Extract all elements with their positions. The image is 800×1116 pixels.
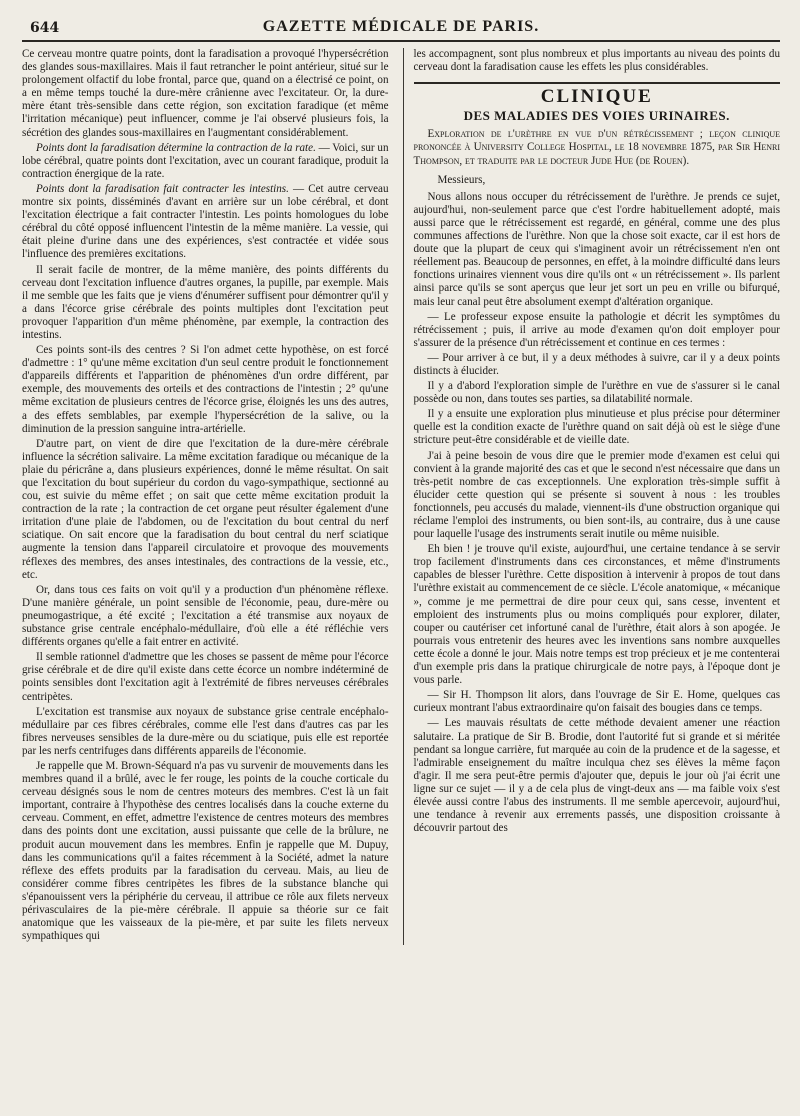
right-paragraph: — Sir H. Thompson lit alors, dans l'ouvrage de Sir E. Home, quelques cas curieux montrant l'abus extraordinaire qu'on faisait des bougies dans ce temps. — [413, 689, 781, 715]
lecture-caption: Exploration de l'urèthre en vue d'un rétrécissement ; leçon clinique prononcée à University College Hospital, le 18 novembre 1875, par Sir Henri Thompson, et traduite par le docteur Jude Hue (de Rouen). — [413, 128, 781, 167]
right-paragraph: — Pour arriver à ce but, il y a deux méthodes à suivre, car il y a deux points distincts à élucider. — [413, 351, 781, 377]
subheading: Points dont la faradisation fait contracter les intestins. — [36, 182, 289, 195]
two-column-body — [22, 48, 780, 945]
left-paragraph: Il serait facile de montrer, de la même manière, des points différents du cerveau dont l'excitation influence d'autres organes, la pupille, par exemple. Mais il me semble que les faits que je viens d'énumérer suffisent pour démontrer qu'il y a dans l'écorce grise cérébrale des points multiples dont l'excitation peut provoquer l'apparition d'un même phénomène, par exemple, la contraction des intestins. — [22, 263, 389, 341]
paragraph-text: — Voici, sur un lobe cérébral, quatre points dont l'excitation, avec un courant faradique, produit la contraction énergique de la rate. — [22, 141, 389, 180]
right-paragraph: Eh bien ! je trouve qu'il existe, aujourd'hui, une certaine tendance à se servir trop facilement d'instruments dans ces circonstances, et même d'instruments capables de blesser l'urèthre. Cette disposition à intervenir à propos de tout dans l'urèthre existait au commencement de ce siècle. L'école anatomique, « mécanique », comme je me permettrai de dire pour ceux qui, sans cesse, inventent et emploient des instruments plus ou moins compliqués pour explorer, dilater, couper ou cautériser cet infortuné canal de l'urèthre, était alors à son apogée. Je pourrais vous entretenir des heures avec les inventions sans nombre auxquelles cette école a donné le jour. Mais notre temps est trop précieux et je me contenterai d'un exemple pris dans la pratique chirurgicale de notre pays, à l'époque dont je vous parle. — [413, 543, 781, 687]
left-paragraph: Ce cerveau montre quatre points, dont la faradisation a provoqué l'hypersécrétion des glandes sous-maxillaires. Mais il faut retrancher le point antérieur, situé sur le prolongement olfactif du lobe frontal, parce que, quand on a électrisé ce point, on a en même temps touché la dure-mère crânienne avec l'excitateur. Or, la dure-mère étant très-sensible dans cette région, son excitation faradique (et même l'irritation mécanique) peut influencer, comme je l'ai observé plusieurs fois, la sécrétion des glandes sous-maxillaires en l'augmentant considérablement. — [22, 48, 389, 139]
left-paragraph: L'excitation est transmise aux noyaux de substance grise centrale encéphalo-médullaire par ces fibres cérébrales, comme elle l'est dans d'autres cas par les fibres nerveuses sensibles de la dure-mère ou du sciatique, puis elle est reportée par les nerfs centrifuges dans différents appareils de l'économie. — [22, 705, 389, 757]
left-paragraph: D'autre part, on vient de dire que l'excitation de la dure-mère cérébrale influence la sécrétion salivaire. La même excitation faradique ou mécanique de la plaie du péricrâne a, dans plusieurs expériences, donné le même résultat. On sait que l'excitation du bout supérieur du cordon du vago-sympathique, sectionné au cou, est suivie du même effet ; on sait que cette même excitation produit la contraction de la rate ; la contraction de cet organe peut résulter également d'une irritation d'une plaie de l'abdomen, ou de l'excitation du bout central du nerf sciatique. On sait encore que la faradisation du bout central du nerf sciatique augmente la tension dans l'appareil circulatoire et provoque des mouvements réflexes des membres, des anses intestinales, des contractions de la vessie, etc., etc. — [22, 437, 389, 581]
right-paragraph: Nous allons nous occuper du rétrécissement de l'urèthre. Je prends ce sujet, aujourd'hui, non-seulement parce que c'est l'ordre habituellement adopté, mais aussi parce que le rétrécissement est regardé, en général, comme une des plus communes affections de l'urèthre. Non que la chose soit exacte, car il est hors de doute que la plupart de ceux qui s'imaginent avoir un rétrécissement n'en ont réellement pas. Beaucoup de personnes, en effet, à la moindre difficulté dans leurs fonctions urinaires viennent vous dire qu'ils ont « un rétrécissement ». Ils parlent ainsi parce qu'ils se sont aperçus que leur jet sort un peu en vrille ou bifurqué, mais leur canal peut être absolument exempt d'altération organique. — [413, 190, 781, 308]
left-paragraph: Il semble rationnel d'admettre que les choses se passent de même pour l'écorce grise cérébrale et de dire qu'il existe dans cette écorce un nombre indéterminé de points sensibles dont l'excitation agit à l'extrémité de fibres nerveuses cérébrales centripètes. — [22, 651, 389, 703]
journal-title: GAZETTE MÉDICALE DE PARIS. — [262, 18, 540, 35]
left-paragraph — [22, 183, 389, 262]
section-subtitle: DES MALADIES DES VOIES URINAIRES. — [463, 108, 730, 124]
right-paragraph: Il y a ensuite une exploration plus minutieuse et plus précise pour déterminer quelle est la condition exacte de l'urèthre quand on sait déjà où est le siège d'une stricture peut-être considérable et de vieille date. — [413, 408, 781, 447]
continuation-paragraph: les accompagnent, sont plus nombreux et plus importants au niveau des points du cerveau dont la faradisation cause les effets les plus considérables. — [413, 48, 781, 74]
paragraph-text: — Cet autre cerveau montre six points, disséminés d'avant en arrière sur un lobe cérébral, et dont l'excitation électrique a fait contracter l'intestin. Les points homologues du lobe cérébral du côté opposé influencent l'intestin de la même manière. La vessie, qui était pleine d'urine dans une des expériences, s'est contractée et vidée sous l'influence des premières excitations. — [22, 182, 389, 261]
left-paragraph: Or, dans tous ces faits on voit qu'il y a production d'un phénomène réflexe. D'une manière générale, un point sensible de l'économie, peau, dure-mère ou pneumogastrique, a été excité ; l'excitation a été transmise aux noyaux de substance grise centrale encéphalo-médullaire, d'où elle a été réfléchie vers différents organes qu'elle a fait entrer en activité. — [22, 583, 389, 649]
left-column — [22, 48, 397, 945]
salutation: Messieurs, — [437, 173, 486, 186]
right-paragraph: — Le professeur expose ensuite la pathologie et décrit les symptômes du rétrécissement ; puis, il arrive au mode d'examen qu'on doit employer pour s'assurer de la présence d'un rétrécissement et continue en ces termes : — [413, 310, 781, 349]
left-paragraph: Je rappelle que M. Brown-Séquard n'a pas vu survenir de mouvements dans les membres quand il a brûlé, avec le fer rouge, les points de la couche corticale du cerveau désignés sous le nom de centres moteurs des membres. C'est là un fait important, contraire à l'hypothèse des centres localisés dans la couche externe du cerveau. Comment, en effet, admettre l'existence de centres moteurs des membres dans des points dont une excitation, aussi puissante que celle de la brûlure, ne produit aucun mouvement dans les membres. Enfin je rappelle que M. Dupuy, dans les communications qu'il a faites récemment à la Société, admet la nature réflexe des effets produits par la faradisation du cerveau. Mais, au lieu de considérer comme fibres centripètes les fibres de la substance blanche qui s'épanouissent vers la périphérie du cerveau, il attribue ce rôle aux filets nerveux périvasculaires de la pie-mère cérébrale. Il appuie sa théorie sur ce fait anatomique que les vaisseaux de la pie-mère, et par suite les filets nerveux sympathiques qui — [22, 759, 389, 943]
column-divider — [403, 48, 404, 945]
subheading: Points dont la faradisation détermine la contraction de la rate. — [36, 141, 316, 154]
right-column — [410, 48, 781, 945]
right-paragraph: — Les mauvais résultats de cette méthode devaient amener une réaction salutaire. La pratique de Sir B. Brodie, dont l'autorité fut si grande et si méritée pendant sa longue carrière, fut marquée au coin de la prudence et de la sagesse, et l'admirable enseignement du maître inculqua chez ses élèves la même façon d'agir. Il me sera peut-être permis d'ajouter que, depuis le jour où j'ai écrit une ligne sur ce sujet — il y a de cela plus de vingt-deux ans — ma faible voix s'est élevée aussi contre l'abus des instruments. Il me semble apercevoir, aujourd'hui, une tendance à revenir aux errements passés, une disposition croissante à découvrir partout des — [413, 717, 781, 835]
right-paragraph: J'ai à peine besoin de vous dire que le premier mode d'examen est celui qui convient à la grande majorité des cas et que le second n'est nécessaire que dans un très-petit nombre de cas exceptionnels. Une exploration très-simple suffit à élucider cette question qui se présente si souvent à nous : les troubles fonctionnels, peu accusés du malade, viennent-ils d'une obstruction organique qui réclame l'emploi des instruments, ou bien sont-ils, au contraire, dus à une cause pour laquelle l'usage des instruments serait inutile ou même nuisible. — [413, 449, 781, 541]
running-head — [22, 14, 780, 42]
section-rule — [414, 82, 781, 84]
right-paragraph: Il y a d'abord l'exploration simple de l'urèthre en vue de s'assurer si le canal possède ou non, dans toutes ses parties, sa dilatabilité normale. — [413, 380, 781, 406]
left-paragraph: Ces points sont-ils des centres ? Si l'on admet cette hypothèse, on est forcé d'admettre : 1° qu'une même excitation d'un seul centre produit le fonctionnement d'appareils différents et l'apparition de phénomènes d'un ordre différent, par exemple, des mouvements des orteils et des contractions de l'intestin ; 2° qu'une même excitation de plusieurs centres de l'écorce grise, éloignés les uns des autres, a des effets semblables, par exemple l'hypersécrétion de la salive, ou la diminution de la pression sanguine intra-artérielle. — [22, 344, 389, 435]
left-paragraph — [22, 142, 389, 181]
page-number: 644 — [30, 20, 60, 36]
section-title: CLINIQUE — [540, 86, 653, 108]
